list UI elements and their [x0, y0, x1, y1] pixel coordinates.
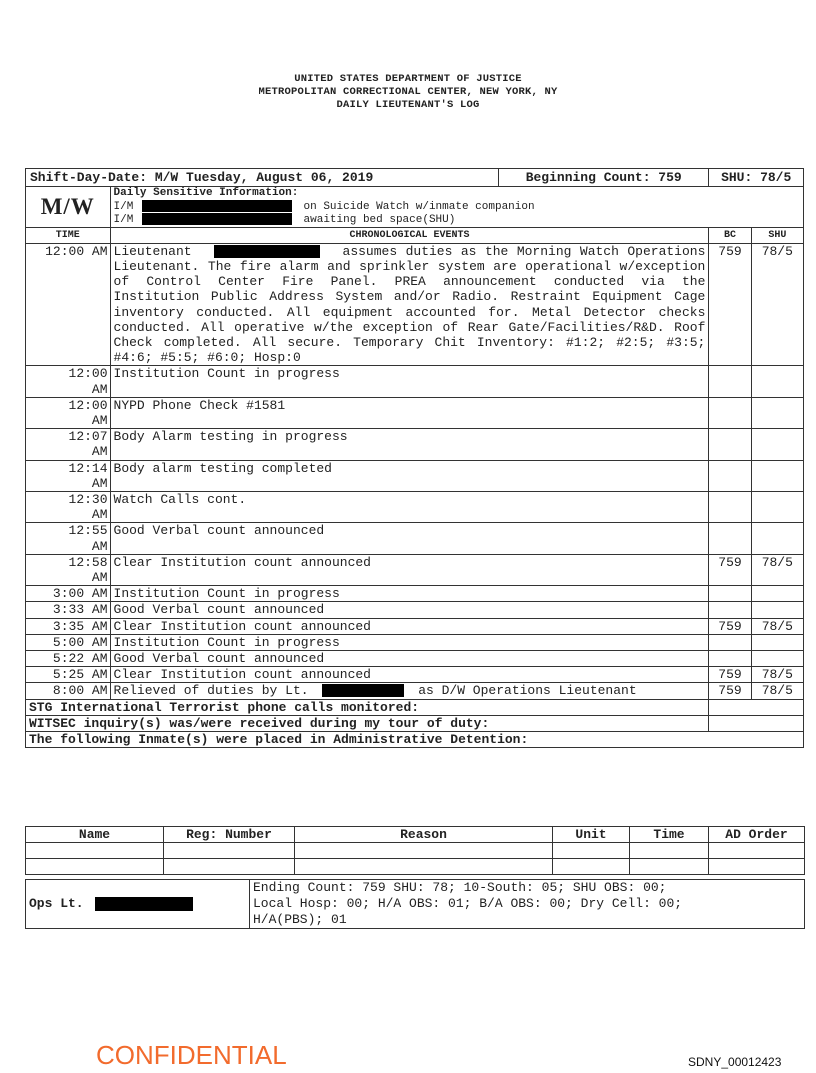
col-time: TIME — [26, 227, 111, 243]
entry-bc — [709, 429, 751, 460]
entry-shu — [751, 586, 803, 602]
admin-detention-header — [26, 827, 805, 843]
entry-time: 5:00 AM — [26, 634, 111, 650]
footer-row — [26, 880, 805, 929]
log-entry-row — [26, 683, 804, 699]
entry-event: Good Verbal count announced — [110, 602, 709, 618]
redaction-block — [142, 213, 292, 225]
log-entry-row — [26, 651, 804, 667]
entry-shu — [751, 460, 803, 491]
log-entry-row — [26, 523, 804, 554]
log-entry-row — [26, 634, 804, 650]
redaction-block — [142, 200, 292, 212]
entry-time: 8:00 AM — [26, 683, 111, 699]
log-entry-row — [26, 602, 804, 618]
bates-number: SDNY_00012423 — [688, 1055, 782, 1069]
entry-shu: 78/5 — [751, 618, 803, 634]
ad-col-time: Time — [630, 827, 709, 843]
sensitive-info-line — [114, 213, 800, 226]
entry-event: Good Verbal count announced — [110, 651, 709, 667]
entry-bc: 759 — [709, 554, 751, 585]
sensitive-info — [110, 187, 803, 227]
sensitive-info-text: on Suicide Watch w/inmate companion — [303, 200, 535, 213]
admin-detention-note: The following Inmate(s) were placed in Administrative Detention: — [26, 732, 804, 748]
log-entry-row — [26, 491, 804, 522]
entry-event: Clear Institution count announced — [110, 618, 709, 634]
entry-time: 12:14 AM — [26, 460, 111, 491]
entry-shu — [751, 491, 803, 522]
entry-bc — [709, 634, 751, 650]
entry-time: 12:55 AM — [26, 523, 111, 554]
redaction-block — [322, 684, 404, 697]
log-entry-row — [26, 366, 804, 397]
entry-shu — [751, 651, 803, 667]
redaction-block — [214, 245, 320, 258]
entry-bc: 759 — [709, 667, 751, 683]
entry-shu: 78/5 — [751, 683, 803, 699]
redaction-block — [95, 897, 193, 911]
entry-time: 12:00 AM — [26, 243, 111, 366]
entry-bc — [709, 491, 751, 522]
entry-shu — [751, 523, 803, 554]
entry-event: Institution Count in progress — [110, 366, 709, 397]
shift-date: Shift-Day-Date: M/W Tuesday, August 06, 2019 — [26, 169, 499, 187]
entry-event: Watch Calls cont. — [110, 491, 709, 522]
entry-bc — [709, 397, 751, 428]
footer-table — [25, 879, 805, 929]
entry-event: Relieved of duties by Lt. as D/W Operations Lieutenant — [110, 683, 709, 699]
admin-detention-empty-row — [26, 843, 805, 859]
log-entry-row — [26, 586, 804, 602]
stg-row — [26, 699, 804, 715]
log-entry-row — [26, 429, 804, 460]
entry-bc — [709, 651, 751, 667]
log-entry-row — [26, 243, 804, 366]
entry-time: 12:07 AM — [26, 429, 111, 460]
entry-bc — [709, 460, 751, 491]
col-shu: SHU — [751, 227, 803, 243]
sensitive-info-title: Daily Sensitive Information: — [113, 187, 299, 200]
ad-col-reason: Reason — [295, 827, 553, 843]
sensitive-info-line — [114, 200, 800, 213]
entry-bc — [709, 586, 751, 602]
shift-code: M/W — [26, 187, 111, 227]
entry-time: 12:58 AM — [26, 554, 111, 585]
header-agency: UNITED STATES DEPARTMENT OF JUSTICE — [294, 73, 522, 85]
column-header-row — [26, 227, 804, 243]
entry-time: 3:33 AM — [26, 602, 111, 618]
entry-time: 12:30 AM — [26, 491, 111, 522]
stg-value — [709, 699, 804, 715]
entry-shu: 78/5 — [751, 667, 803, 683]
entry-shu — [751, 397, 803, 428]
entry-event: NYPD Phone Check #1581 — [110, 397, 709, 428]
entry-event: Good Verbal count announced — [110, 523, 709, 554]
lieutenant-log-table — [25, 168, 804, 748]
document-header — [0, 73, 816, 112]
ending-count: Ending Count: 759 SHU: 78; 10-South: 05; SHU OBS: 00; Local Hosp: 00; H/A OBS: 01; B/A OBS: 00; Dry Cell: 00; H/A(PBS); 01 — [250, 880, 805, 929]
entry-time: 5:22 AM — [26, 651, 111, 667]
entry-event: Institution Count in progress — [110, 586, 709, 602]
entry-event: Body alarm testing completed — [110, 460, 709, 491]
entry-event: Clear Institution count announced — [110, 554, 709, 585]
col-events: CHRONOLOGICAL EVENTS — [110, 227, 709, 243]
witsec-value — [709, 715, 804, 731]
entry-bc: 759 — [709, 683, 751, 699]
witsec-note: WITSEC inquiry(s) was/were received during my tour of duty: — [26, 715, 709, 731]
log-entry-row — [26, 397, 804, 428]
ad-col-name: Name — [26, 827, 164, 843]
inmate-prefix: I/M — [113, 200, 134, 213]
shu-count: SHU: 78/5 — [709, 169, 804, 187]
stg-note: STG International Terrorist phone calls monitored: — [26, 699, 709, 715]
admin-detention-row — [26, 732, 804, 748]
ops-lieutenant: Ops Lt. — [26, 880, 250, 929]
entry-bc: 759 — [709, 243, 751, 366]
entry-bc — [709, 602, 751, 618]
col-bc: BC — [709, 227, 751, 243]
entry-event-post: assumes duties as the Morning Watch Operations Lieutenant. The fire alarm and sprinkler system are operational w/exception of Control Center Fire Panel. PREA announcement conducted via the Institution Public Address System and/or Radio. Restraint Equipment Cage inventory conducted. All equipment accounted for. Metal Detector checks conducted. All operative w/the exception of Rear Gate/Facilities/R&D. Roof Check completed. All secure. Temporary Chit Inventory: #1:2; #2:5; #3:5; #4:6; #5:5; #6:0; Hosp:0 — [113, 243, 706, 366]
entry-time: 12:00 AM — [26, 366, 111, 397]
log-entry-row — [26, 618, 804, 634]
header-facility: METROPOLITAN CORRECTIONAL CENTER, NEW YORK, NY — [258, 86, 558, 98]
confidential-stamp: CONFIDENTIAL — [96, 1040, 287, 1070]
ad-col-unit: Unit — [553, 827, 630, 843]
header-log-title: DAILY LIEUTENANT'S LOG — [336, 99, 480, 111]
entry-shu — [751, 429, 803, 460]
entry-event-pre: Lieutenant — [113, 243, 192, 259]
entry-event: Clear Institution count announced — [110, 667, 709, 683]
admin-detention-table — [25, 826, 805, 875]
beginning-count: Beginning Count: 759 — [499, 169, 709, 187]
entry-bc — [709, 523, 751, 554]
witsec-row — [26, 715, 804, 731]
entry-event: Body Alarm testing in progress — [110, 429, 709, 460]
admin-detention-empty-row — [26, 859, 805, 875]
entry-time: 3:00 AM — [26, 586, 111, 602]
entry-bc — [709, 366, 751, 397]
entry-time: 3:35 AM — [26, 618, 111, 634]
entry-shu — [751, 634, 803, 650]
entry-bc: 759 — [709, 618, 751, 634]
shift-row — [26, 169, 804, 187]
entry-time: 5:25 AM — [26, 667, 111, 683]
sensitive-info-text: awaiting bed space(SHU) — [303, 214, 456, 227]
entry-shu — [751, 366, 803, 397]
entry-event — [110, 243, 709, 366]
ad-col-reg: Reg: Number — [164, 827, 295, 843]
inmate-prefix: I/M — [113, 214, 134, 227]
sensitive-info-row — [26, 187, 804, 227]
log-entry-row — [26, 554, 804, 585]
entry-shu: 78/5 — [751, 243, 803, 366]
log-entry-row — [26, 667, 804, 683]
ad-col-order: AD Order — [709, 827, 805, 843]
entry-time: 12:00 AM — [26, 397, 111, 428]
entry-shu: 78/5 — [751, 554, 803, 585]
entry-shu — [751, 602, 803, 618]
log-entry-row — [26, 460, 804, 491]
entry-event: Institution Count in progress — [110, 634, 709, 650]
